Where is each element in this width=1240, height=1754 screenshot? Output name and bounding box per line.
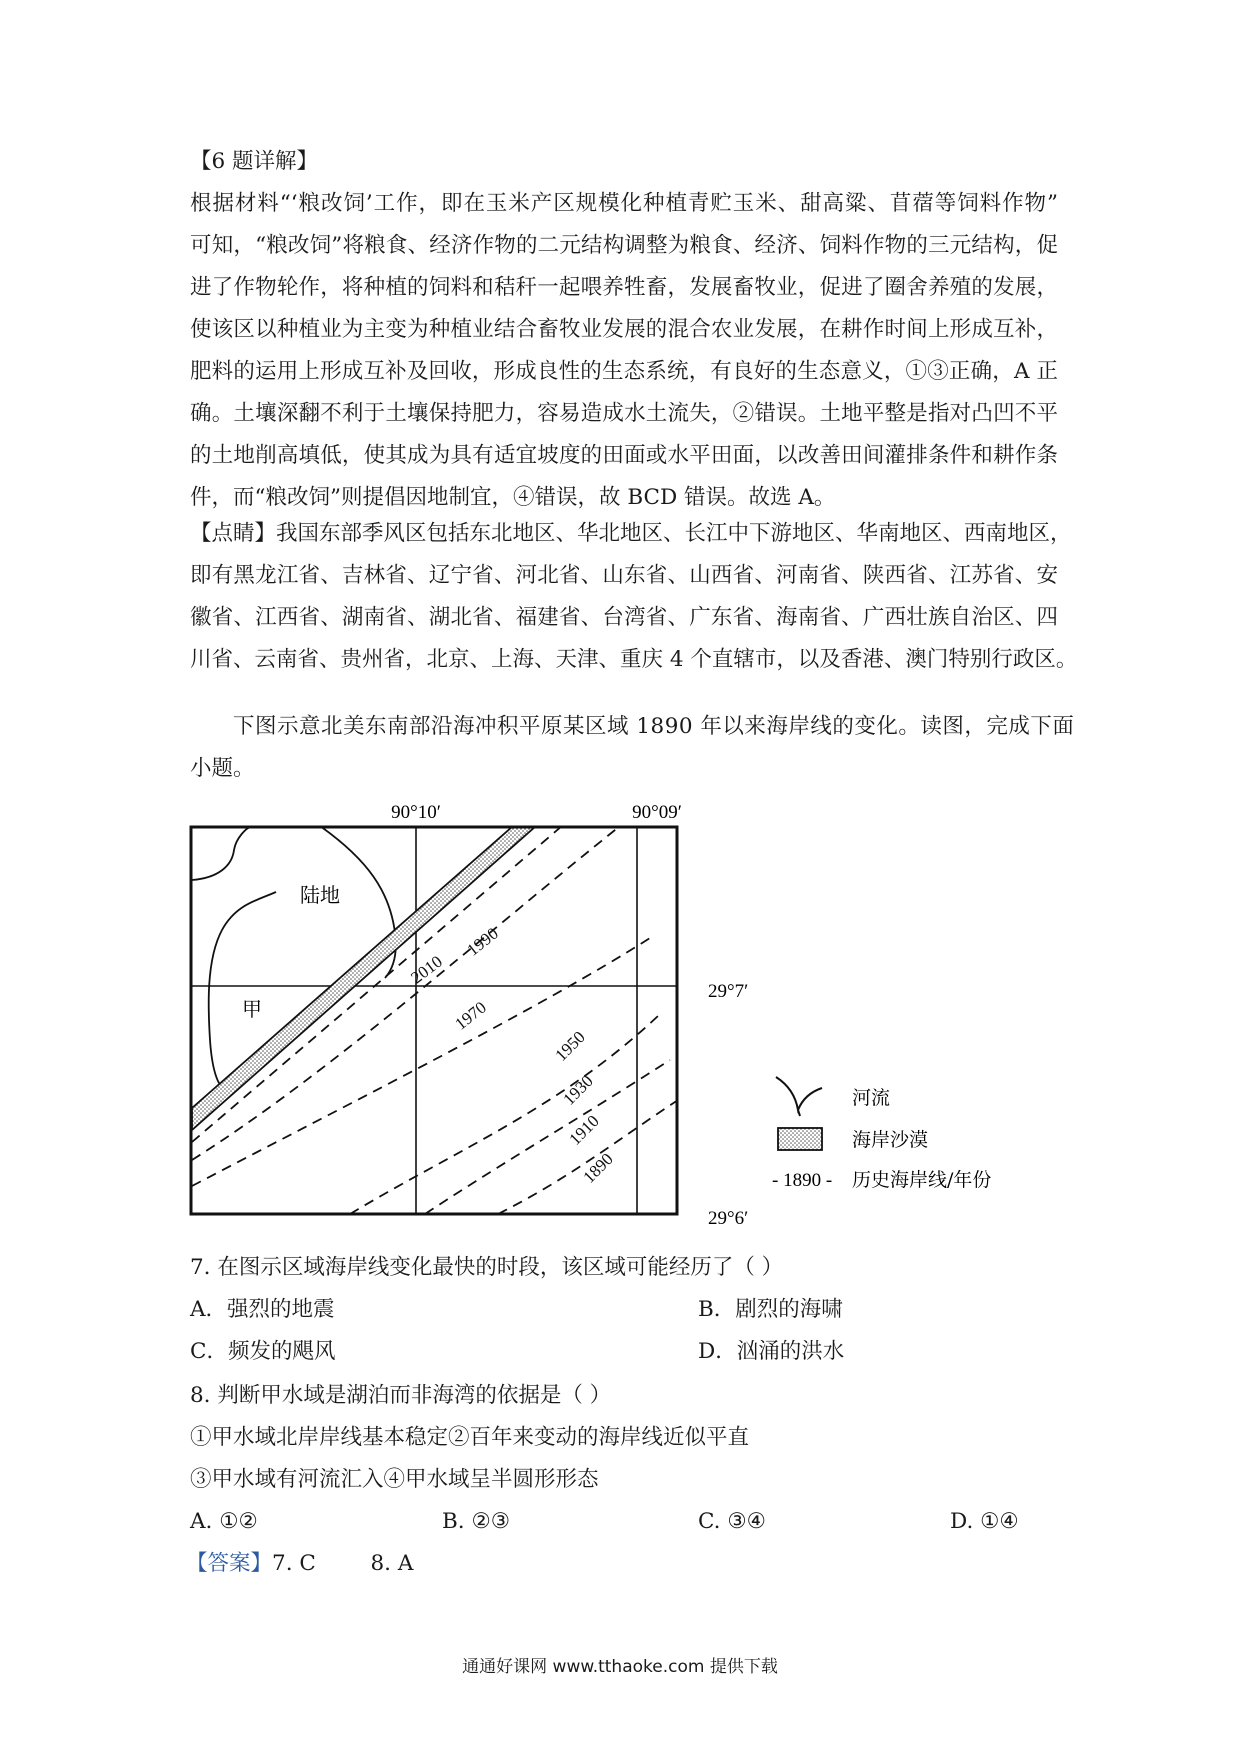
option-c[interactable]: C. ③④	[698, 1509, 766, 1534]
question-7	[190, 1247, 1058, 1373]
paragraph-line: 的土地削高填低，使其成为具有适宜坡度的田面或水平田面，以改善田间灌排条件和耕作条	[190, 443, 1058, 468]
option-b[interactable]: B．剧烈的海啸	[698, 1297, 843, 1322]
option-a[interactable]: A．强烈的地震	[190, 1297, 335, 1322]
river-icon	[776, 1077, 822, 1116]
coastline-map-figure	[180, 788, 1040, 1228]
statement-line: ①甲水域北岸岸线基本稳定②百年来变动的海岸线近似平直	[190, 1425, 750, 1450]
legend-history-label: 历史海岸线/年份	[852, 1169, 992, 1191]
question-stem: 7. 在图示区域海岸线变化最快的时段，该区域可能经历了（ ）	[190, 1255, 784, 1280]
paragraph-line: 即有黑龙江省、吉林省、辽宁省、河北省、山东省、山西省、河南省、陕西省、江苏省、安	[190, 563, 1058, 588]
lat-label-29-6: 29°6′	[708, 1208, 749, 1228]
year-label-1890: 1890	[579, 1149, 617, 1187]
lake-north-shore	[192, 826, 252, 880]
option-b[interactable]: B. ②③	[442, 1509, 511, 1534]
option-d[interactable]: D. ①④	[950, 1509, 1019, 1534]
lake-label: 甲	[242, 997, 262, 1021]
intro-line: 下图示意北美东南部沿海冲积平原某区域 1890 年以来海岸线的变化。读图，完成下面	[233, 714, 1075, 739]
paragraph-line: 徽省、江西省、湖南省、湖北省、福建省、台湾省、广东省、海南省、广西壮族自治区、四	[190, 605, 1058, 630]
map-legend	[772, 1077, 991, 1191]
option-c[interactable]: C．频发的飓风	[190, 1339, 336, 1364]
lat-label-29-7: 29°7′	[708, 981, 749, 1002]
tip-paragraph	[190, 513, 1078, 681]
intro-line: 小题。	[190, 756, 255, 781]
paragraph-line: 确。土壤深翻不利于土壤保持肥力，容易造成水土流失，②错误。土地平整是指对凸凹不平	[190, 401, 1058, 426]
answer-line	[186, 1546, 413, 1577]
question-stem: 8. 判断甲水域是湖泊而非海湾的依据是（ ）	[190, 1383, 612, 1408]
year-label-1970: 1970	[451, 997, 490, 1034]
question-8	[190, 1375, 1058, 1543]
option-row	[190, 1289, 1058, 1331]
year-label-1930: 1930	[559, 1071, 597, 1109]
year-label-1950: 1950	[551, 1027, 589, 1065]
option-row	[190, 1331, 1058, 1373]
lon-label-90-10: 90°10′	[391, 802, 441, 823]
option-row	[190, 1501, 1058, 1543]
year-label-1910: 1910	[565, 1111, 603, 1149]
option-a[interactable]: A. ①②	[190, 1509, 258, 1534]
answer-text: 7. C 8. A	[272, 1551, 414, 1576]
answer-tag: 【答案】	[186, 1551, 273, 1576]
coastline-map-svg	[180, 788, 1040, 1228]
paragraph-line: 进了作物轮作，将种植的饲料和秸秆一起喂养牲畜，发展畜牧业，促进了圈舍养殖的发展，	[190, 275, 1058, 300]
option-d[interactable]: D．汹涌的洪水	[698, 1339, 845, 1364]
paragraph-line: 肥料的运用上形成互补及回收，形成良性的生态系统，有良好的生态意义，①③正确，A 正	[190, 359, 1058, 384]
paragraph-line: 【点睛】我国东部季风区包括东北地区、华北地区、长江中下游地区、华南地区、西南地区，	[190, 521, 1072, 546]
land-label: 陆地	[300, 883, 340, 907]
dune-icon	[778, 1128, 822, 1150]
paragraph-line: 件，而“粮改饲”则提倡因地制宜，④错误，故 BCD 错误。故选 A。	[190, 485, 836, 510]
section-6-explanation	[190, 141, 1058, 519]
coastline-1910	[425, 1060, 670, 1214]
coastal-dune-band	[192, 826, 536, 1130]
lon-label-90-09: 90°09′	[632, 802, 682, 823]
coastline-1930	[350, 1016, 658, 1214]
paragraph-line: 使该区以种植业为主变为种植业结合畜牧业发展的混合农业发展，在耕作时间上形成互补，	[190, 317, 1058, 342]
year-label-2010: 2010	[407, 951, 446, 988]
legend-dune-label: 海岸沙漠	[852, 1129, 929, 1151]
paragraph-line: 根据材料“‘粮改饲’工作，即在玉米产区规模化种植青贮玉米、甜高粱、苜蓿等饲料作物”	[190, 191, 1058, 216]
paragraph-line: 川省、云南省、贵州省，北京、上海、天津、重庆 4 个直辖市，以及香港、澳门特别行政区。	[190, 647, 1078, 672]
year-label-1990: 1990	[463, 923, 502, 960]
section-heading: 【6 题详解】	[190, 149, 319, 174]
page-footer: 通通好课网 www.tthaoke.com 提供下载	[462, 1657, 778, 1677]
legend-history-sample: - 1890 -	[772, 1170, 833, 1191]
coastline-1990	[192, 826, 562, 1142]
statement-line: ③甲水域有河流汇入④甲水域呈半圆形形态	[190, 1467, 599, 1492]
legend-river-label: 河流	[852, 1087, 891, 1109]
question-intro	[190, 706, 1075, 790]
paragraph-line: 可知，“粮改饲”将粮食、经济作物的二元结构调整为粮食、经济、饲料作物的三元结构，促	[190, 233, 1058, 258]
